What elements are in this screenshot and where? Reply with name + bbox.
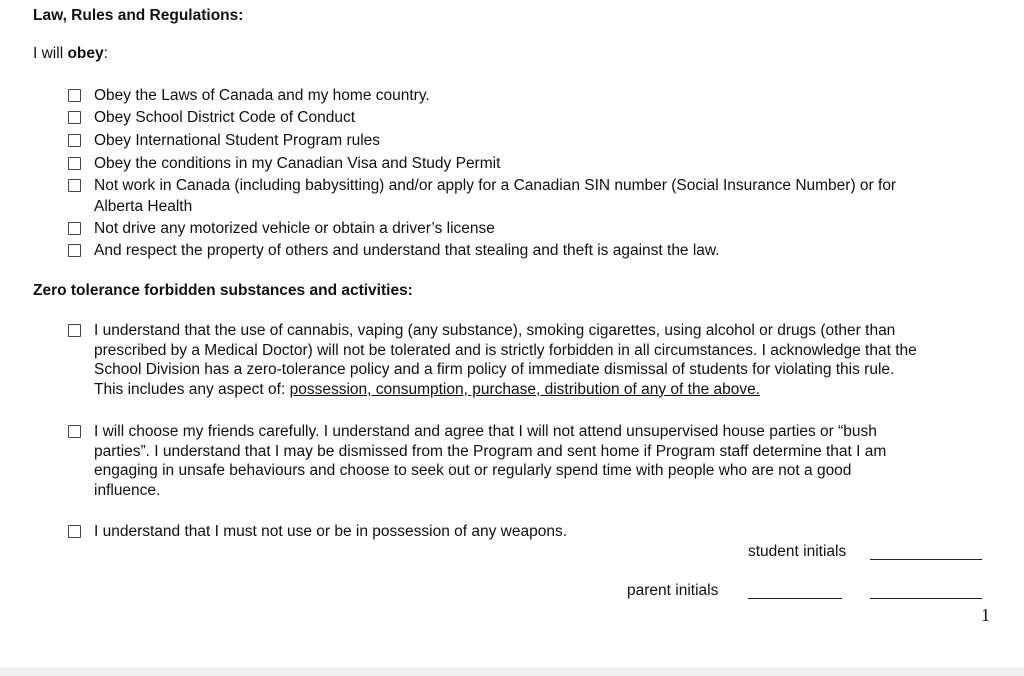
text-line: engaging in unsafe behaviours and choose to seek out or regularly spend time with people who are not a good [94,462,852,479]
text-line: parties”. I understand that I may be dismissed from the Program and sent home if Program staff determine that I am [94,442,887,460]
text-line: prescribed by a Medical Doctor) will not be tolerated and is strictly forbidden in all circumstances. I acknowledge that the [94,341,917,359]
paragraph-friends [94,422,886,500]
paragraph-weapons [94,522,567,542]
checkbox[interactable] [68,525,81,538]
text-line: Obey the conditions in my Canadian Visa and Study Permit [94,155,501,172]
page-gap [0,667,1024,676]
text-line: I will choose my friends carefully. I understand and agree that I will not attend unsupervised house parties or “bush [94,423,877,440]
checkbox[interactable] [68,222,81,235]
checkbox[interactable] [68,244,81,257]
underlined-text: possession, consumption, purchase, distribution of any of the above. [289,380,761,398]
checklist-item [94,154,500,175]
checkbox[interactable] [68,157,81,170]
text-line: School Division has a zero-tolerance policy and a firm policy of immediate dismissal of students for violating this rule. [94,361,895,378]
student-initials-label: student initials [748,543,847,560]
checkbox[interactable] [68,179,81,192]
checkbox[interactable] [68,89,81,102]
checklist-item [94,219,495,240]
checkbox[interactable] [68,324,81,337]
text-line: Obey the Laws of Canada and my home country. [94,87,430,104]
page-number: 1 [981,605,990,625]
student-initials-field[interactable] [870,559,982,560]
text-line: Not work in Canada (including babysitting) and/or apply for a Canadian SIN number (Social Insurance Number) or for [94,177,897,194]
section-heading-zero-tolerance: Zero tolerance forbidden substances and activities: [33,282,413,299]
checklist-item [94,108,355,129]
text-line: Not drive any motorized vehicle or obtain a driver’s license [94,220,495,237]
checklist-item [94,86,430,107]
checkbox[interactable] [68,425,81,438]
intro-text: I will obey: [33,45,108,62]
parent-initials-field-1[interactable] [748,598,842,599]
text-line: And respect the property of others and understand that stealing and theft is against the law. [94,242,720,259]
text-line: Alberta Health [94,197,193,215]
checklist-item [94,131,380,152]
text-line: I understand that I must not use or be in possession of any weapons. [94,523,568,540]
text-line: Obey International Student Program rules [94,132,381,149]
parent-initials-field-2[interactable] [870,598,982,599]
checkbox[interactable] [68,134,81,147]
checklist-item [94,176,896,217]
text-line: I understand that the use of cannabis, vaping (any substance), smoking cigarettes, using alcohol or drugs (other than [94,322,896,339]
section-heading-law: Law, Rules and Regulations: [33,7,244,24]
text-line: This includes any aspect of: possession, consumption, purchase, distribution of any of the above. [94,380,761,398]
parent-initials-label: parent initials [627,582,719,599]
text-line: Obey School District Code of Conduct [94,109,356,126]
checklist-item [94,241,720,262]
text-line: influence. [94,481,161,499]
checkbox[interactable] [68,111,81,124]
paragraph-substances [94,321,917,399]
